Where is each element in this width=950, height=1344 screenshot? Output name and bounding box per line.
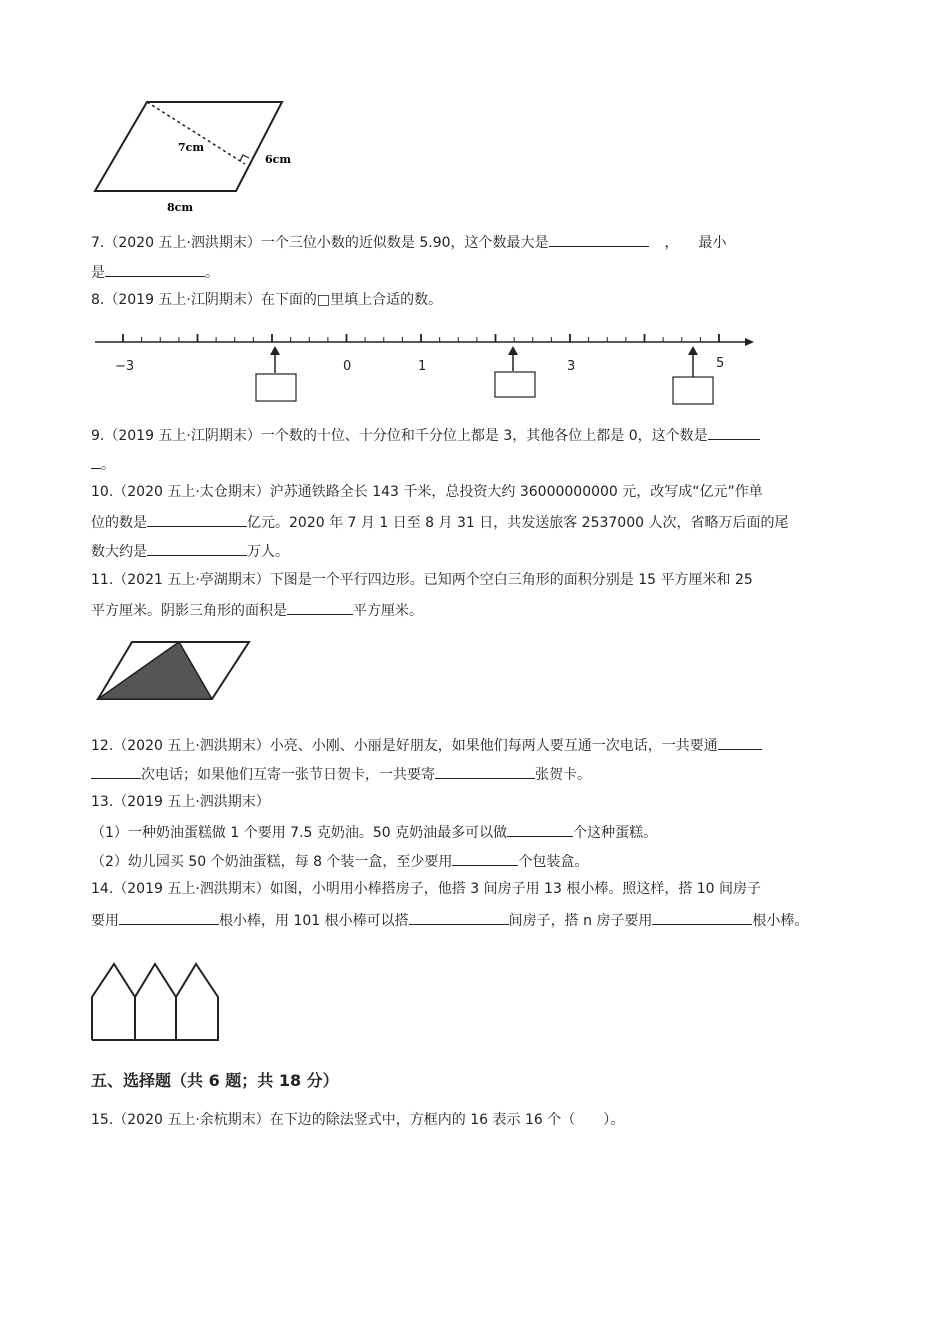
q15-line: 15.（2020 五上·余杭期末）在下边的除法竖式中，方框内的 16 表示 16 个（ ）。 xyxy=(91,1112,625,1128)
label-side: 6cm xyxy=(265,153,291,166)
q11-blank[interactable] xyxy=(287,599,353,615)
q12-blank-calls-b[interactable] xyxy=(91,763,141,779)
q7-line1: 7.（2020 五上·泗洪期末）一个三位小数的近似数是 5.90，这个数最大是 ， 最小 xyxy=(91,231,727,253)
q14-blank-n[interactable] xyxy=(652,909,752,925)
answer-pointer-2 xyxy=(495,346,535,397)
label-3: 3 xyxy=(567,359,576,374)
parallelogram-figure xyxy=(90,95,300,220)
number-line-ticks xyxy=(123,334,719,342)
q12-line1: 12.（2020 五上·泗洪期末）小亮、小刚、小丽是好朋友，如果他们每两人要互通一次电话，一共要通 xyxy=(91,734,762,756)
q13-blank-2[interactable] xyxy=(452,850,518,866)
number-line-figure xyxy=(90,325,760,407)
q10-line3: 数大约是 万人。 xyxy=(91,540,289,562)
q9-blank-a[interactable] xyxy=(708,424,760,440)
label-minus3: −3 xyxy=(115,359,135,374)
q14-blank-10houses[interactable] xyxy=(119,909,219,925)
stick-houses-figure xyxy=(88,960,223,1045)
q13-blank-1[interactable] xyxy=(507,821,573,837)
q9-line1: 9.（2019 五上·江阴期末）一个数的十位、十分位和千分位上都是 3，其他各位上都是 0，这个数是 xyxy=(91,424,760,446)
q14-line1: 14.（2019 五上·泗洪期末）如图，小明用小棒搭房子，他搭 3 间房子用 13 根小棒。照这样，搭 10 间房子 xyxy=(91,881,762,897)
q12-blank-cards[interactable] xyxy=(435,763,535,779)
q14-line2: 要用 根小棒，用 101 根小棒可以搭 间房子，搭 n 房子要用 根小棒。 xyxy=(91,909,808,931)
q7-line2: 是 。 xyxy=(91,261,219,283)
q10-line2: 位的数是 亿元。2020 年 7 月 1 日至 8 月 31 日，共发送旅客 2537000 人次，省略万后面的尾 xyxy=(91,511,788,533)
q12-line2: 次电话；如果他们互寄一张节日贺卡，一共要寄 张贺卡。 xyxy=(91,763,591,785)
q9-line2: 。 xyxy=(91,453,115,475)
label-1: 1 xyxy=(418,359,427,374)
section-five-title: 五、选择题（共 6 题；共 18 分） xyxy=(91,1071,339,1090)
label-diagonal: 7cm xyxy=(178,141,204,154)
q10-blank-wan[interactable] xyxy=(147,540,247,556)
q13-sub2: （2）幼儿园买 50 个奶油蛋糕，每 8 个装一盒，至少要用 个包装盒。 xyxy=(91,850,588,872)
q12-blank-calls-a[interactable] xyxy=(718,734,762,750)
answer-box-1[interactable] xyxy=(256,374,296,401)
houses-outline xyxy=(92,964,218,1040)
q8-line: 8.（2019 五上·江阴期末）在下面的□里填上合适的数。 xyxy=(91,292,443,308)
q10-line1: 10.（2020 五上·太仓期末）沪苏通铁路全长 143 千米，总投资大约 36000000000 元，改写成“亿元”作单 xyxy=(91,484,763,500)
q10-blank-yi[interactable] xyxy=(147,511,247,527)
q13-sub1: （1）一种奶油蛋糕做 1 个要用 7.5 克奶油。50 克奶油最多可以做 个这种蛋糕。 xyxy=(91,821,657,843)
answer-box-2[interactable] xyxy=(495,372,535,397)
answer-pointer-1 xyxy=(256,346,296,401)
label-5: 5 xyxy=(716,356,725,371)
label-0: 0 xyxy=(343,359,352,374)
shaded-parallelogram-figure xyxy=(95,638,255,704)
height-dashed-line xyxy=(147,102,245,164)
number-line-arrowhead xyxy=(745,338,754,346)
answer-box-3[interactable] xyxy=(673,377,713,404)
q13-title: 13.（2019 五上·泗洪期末） xyxy=(91,794,270,810)
q11-line2: 平方厘米。阴影三角形的面积是 平方厘米。 xyxy=(91,599,423,621)
answer-pointer-3 xyxy=(673,346,713,404)
q11-line1: 11.（2021 五上·亭湖期末）下图是一个平行四边形。已知两个空白三角形的面积分别是 15 平方厘米和 25 xyxy=(91,572,753,588)
q7-blank-max[interactable] xyxy=(549,231,649,247)
q7-blank-min[interactable] xyxy=(105,261,205,277)
label-base: 8cm xyxy=(167,201,193,214)
q9-blank-b[interactable] xyxy=(91,453,101,469)
q14-blank-101sticks[interactable] xyxy=(409,909,509,925)
right-angle-mark xyxy=(240,155,249,161)
